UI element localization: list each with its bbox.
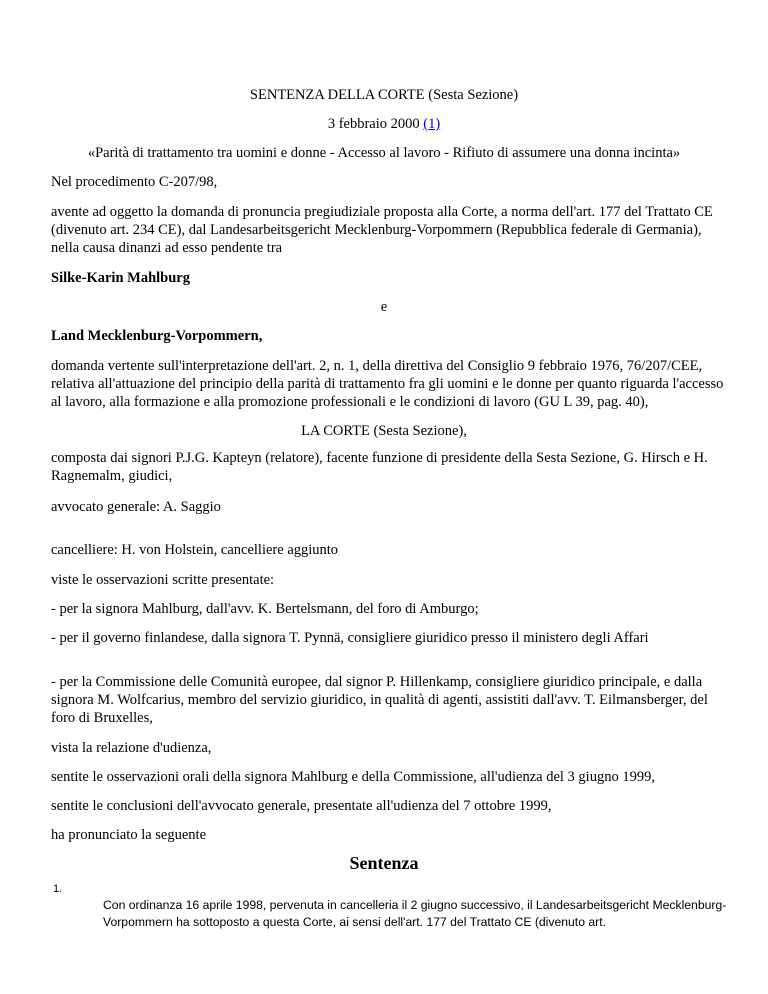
hearing-report: vista la relazione d'udienza, — [51, 740, 212, 756]
party-applicant: Silke-Karin Mahlburg — [51, 270, 190, 286]
paragraph-number: 1. — [53, 883, 63, 895]
advocate-general-opinion: sentite le conclusioni dell'avvocato generale, presentate all'udienza del 7 ottobre 1999, — [51, 798, 552, 814]
party-conjunction: e — [380, 299, 388, 315]
court-composition: composta dai signori P.J.G. Kapteyn (relatore), facente funzione di presidente della Sesta Sezione, G. Hirsch e H. Ragnemalm, giudici, — [51, 450, 708, 484]
judgment-date: 3 febbraio 2000 — [327, 116, 420, 132]
intro-paragraph: avente ad oggetto la domanda di pronuncia pregiudiziale proposta alla Corte, a norma dell'art. 177 del Trattato CE (divenuto art. 234 CE), dal Landesarbeitsgericht Mecklenburg-Vorpommern (Repubblica federale di Germania), nella causa dinanzi ad esso pendente tra — [51, 204, 713, 256]
case-number: Nel procedimento C-207/98, — [51, 174, 218, 190]
judgment-subject: «Parità di trattamento tra uomini e donne - Accesso al lavoro - Rifiuto di assumere una donna incinta» — [87, 145, 681, 161]
oral-observations: sentite le osservazioni orali della signora Mahlburg e della Commissione, all'udienza del 3 giugno 1999, — [51, 769, 655, 785]
footnote-link[interactable]: (1) — [423, 116, 441, 132]
observation-commission: - per la Commissione delle Comunità europee, dal signor P. Hillenkamp, consigliere giuridico principale, e dalla signora M. Wolfcarius, membro del servizio giuridico, in qualità di agenti, assistiti dall'avv. T. Eilmansberger, del foro di Bruxelles, — [51, 674, 708, 726]
observation-mahlburg: - per la signora Mahlburg, dall'avv. K. Bertelsmann, del foro di Amburgo; — [51, 601, 479, 617]
judgment-date-line — [0, 115, 768, 133]
delivery-line: ha pronunciato la seguente — [51, 827, 207, 843]
judgment-heading: Sentenza — [349, 853, 419, 873]
party-defendant: Land Mecklenburg-Vorpommern, — [51, 328, 263, 344]
written-observations-intro: viste le osservazioni scritte presentate: — [51, 572, 275, 588]
observation-finnish-government: - per il governo finlandese, dalla signora T. Pynnä, consigliere giuridico presso il ministero degli Affari — [51, 630, 649, 646]
court-heading: LA CORTE (Sesta Sezione), — [301, 423, 467, 439]
registrar: cancelliere: H. von Holstein, cancelliere aggiunto — [51, 542, 339, 558]
subject-of-request: domanda vertente sull'interpretazione dell'art. 2, n. 1, della direttiva del Consiglio 9 febbraio 1976, 76/207/CEE, relativa all'attuazione del principio della parità di trattamento fra gli uomini e le donne per quanto riguarda l'accesso al lavoro, alla formazione e alla promozione professionali e le condizioni di lavoro (GU L 39, pag. 40), — [51, 358, 724, 410]
judgment-title: SENTENZA DELLA CORTE (Sesta Sezione) — [249, 87, 519, 103]
advocate-general: avvocato generale: A. Saggio — [51, 499, 221, 515]
paragraph-text: Con ordinanza 16 aprile 1998, pervenuta in cancelleria il 2 giugno successivo, il Landesarbeitsgericht Mecklenburg-Vorpommern ha sottoposto a questa Corte, ai sensi dell'art. 177 del Trattato CE (divenuto art. — [103, 898, 727, 929]
